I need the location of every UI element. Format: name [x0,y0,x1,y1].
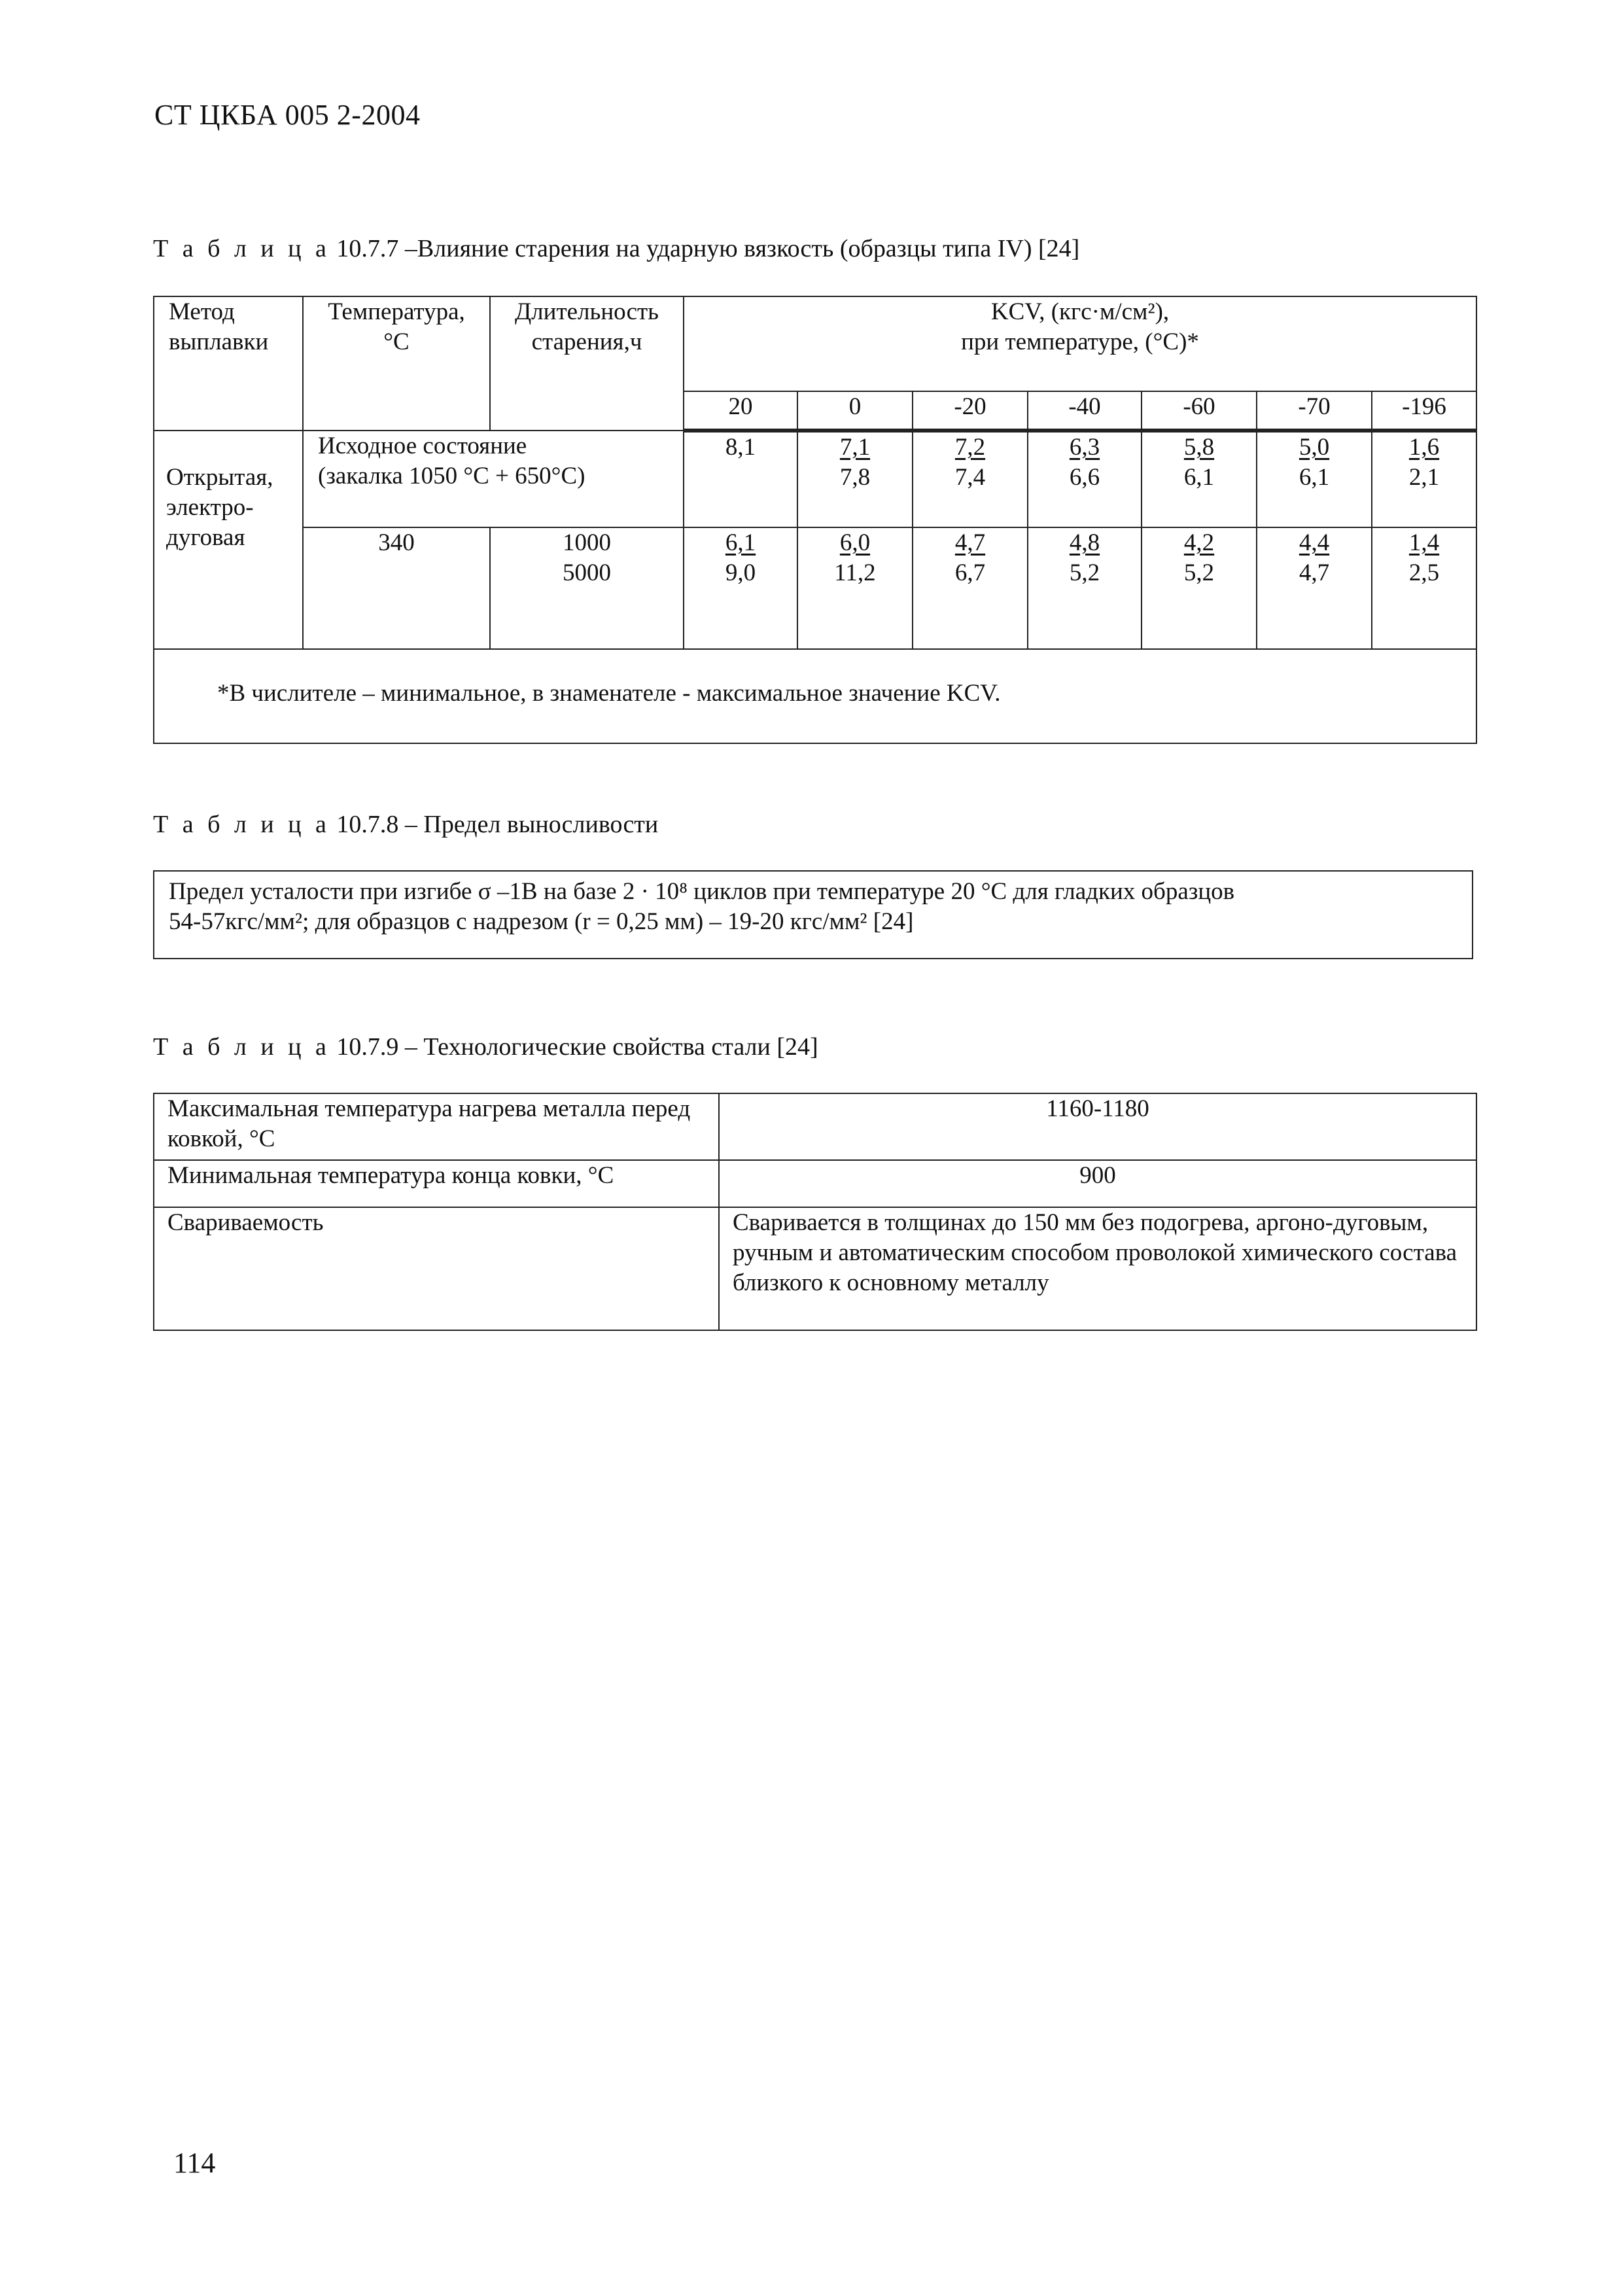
header-method: Метод выплавки [154,296,303,431]
test-temp-cell: -70 [1257,391,1372,431]
header-temperature-unit: °С [383,328,410,355]
property-label: Свариваемость [154,1207,719,1330]
kcv-value-cell [1372,431,1476,527]
kcv-value-cell [1028,431,1142,527]
kcv-min: 7,2 [954,434,986,461]
kcv-min: 4,7 [954,529,986,556]
caption-prefix: Т а б л и ц а [153,1033,330,1061]
fatigue-limit-line-1: Предел усталости при изгибе σ –1В на базе 2 · 10⁸ циклов при температуре 20 °С для гладких образцов [169,878,1235,905]
kcv-value-cell [1257,431,1372,527]
page-number: 114 [173,2147,216,2179]
kcv-min: 8,1 [725,434,756,461]
technological-properties-table [153,1093,1477,1331]
kcv-min: 6,1 [725,529,756,556]
kcv-min: 5,8 [1183,434,1215,461]
kcv-min: 5,0 [1299,434,1330,461]
initial-state-cell [303,431,684,527]
kcv-value-cell [913,527,1028,649]
kcv-max: 9,0 [725,559,756,586]
kcv-min: 6,0 [839,529,871,556]
aged-duration-cell [490,527,684,649]
initial-state-label: Исходное состояние [318,433,527,459]
kcv-min: 1,6 [1408,434,1440,461]
property-value: 1160-1180 [719,1093,1476,1160]
caption-prefix: Т а б л и ц а [153,235,330,262]
kcv-max: 2,5 [1408,559,1440,586]
kcv-value-cell [684,527,797,649]
kcv-max: 5,2 [1183,559,1215,586]
kcv-value-cell [1142,527,1257,649]
header-duration: Длительность старения,ч [490,296,684,431]
header-kcv-label: KCV, (кгс·м/см²), [990,298,1170,325]
kcv-value-cell [913,431,1028,527]
aging-impact-table [153,296,1477,744]
kcv-value-cell [684,431,797,527]
kcv-max: 4,7 [1299,559,1330,586]
document-code: СТ ЦКБА 005 2-2004 [154,99,421,131]
test-temp-cell: -196 [1372,391,1476,431]
kcv-max: 6,7 [954,559,986,586]
property-value: Сваривается в толщинах до 150 мм без подогрева, аргоно-дуговым, ручным и автоматическим способом проволокой химического состава близкого к основному металлу [719,1207,1476,1330]
kcv-max: 2,1 [1408,464,1440,491]
kcv-max: 6,6 [1069,464,1100,491]
method-cell: Открытая, электро-дуговая [154,431,303,649]
kcv-max: 7,4 [954,464,986,491]
test-temp-cell: -60 [1142,391,1257,431]
test-temp-cell: -40 [1028,391,1142,431]
table-footnote: *В числителе – минимальное, в знаменателе - максимальное значение KCV. [154,649,1476,743]
table-10-7-7-caption [153,234,1079,263]
header-kcv-sub: при температуре, (°С)* [961,328,1199,355]
aged-duration-2: 5000 [563,559,611,586]
aged-temperature-cell: 340 [303,527,490,649]
table-10-7-9-caption [153,1033,818,1061]
kcv-value-cell [1372,527,1476,649]
fatigue-limit-line-2: 54-57кгс/мм²; для образцов с надрезом (r = 0,25 мм) – 19-20 кгс/мм² [24] [169,908,914,935]
kcv-min: 4,8 [1069,529,1100,556]
kcv-value-cell [1028,527,1142,649]
table-10-7-8-caption [153,810,658,839]
kcv-max: 11,2 [834,559,876,586]
kcv-max: 5,2 [1069,559,1100,586]
kcv-min: 7,1 [839,434,871,461]
kcv-max: 6,1 [1183,464,1215,491]
kcv-value-cell [1257,527,1372,649]
property-label: Минимальная температура конца ковки, °С [154,1160,719,1207]
kcv-value-cell [797,527,913,649]
test-temp-cell: -20 [913,391,1028,431]
kcv-min: 4,2 [1183,529,1215,556]
caption-text: 10.7.8 – Предел выносливости [330,811,659,838]
test-temp-cell: 20 [684,391,797,431]
header-kcv [684,296,1476,391]
caption-text: 10.7.9 – Технологические свойства стали [24] [330,1033,818,1061]
kcv-max: 7,8 [839,464,871,491]
kcv-value-cell [797,431,913,527]
header-temperature [303,296,490,431]
fatigue-limit-box [153,870,1473,959]
kcv-value-cell [1142,431,1257,527]
caption-prefix: Т а б л и ц а [153,811,330,838]
property-value: 900 [719,1160,1476,1207]
kcv-min: 4,4 [1299,529,1330,556]
caption-text: 10.7.7 –Влияние старения на ударную вязкость (образцы типа IV) [24] [330,235,1080,262]
header-temperature-label: Температура, [328,298,465,325]
initial-state-detail: (закалка 1050 °С + 650°С) [318,463,585,489]
kcv-min: 6,3 [1069,434,1100,461]
aged-duration-1: 1000 [563,529,611,556]
kcv-max: 6,1 [1299,464,1330,491]
test-temp-cell: 0 [797,391,913,431]
kcv-min: 1,4 [1408,529,1440,556]
property-label: Максимальная температура нагрева металла перед ковкой, °С [154,1093,719,1160]
